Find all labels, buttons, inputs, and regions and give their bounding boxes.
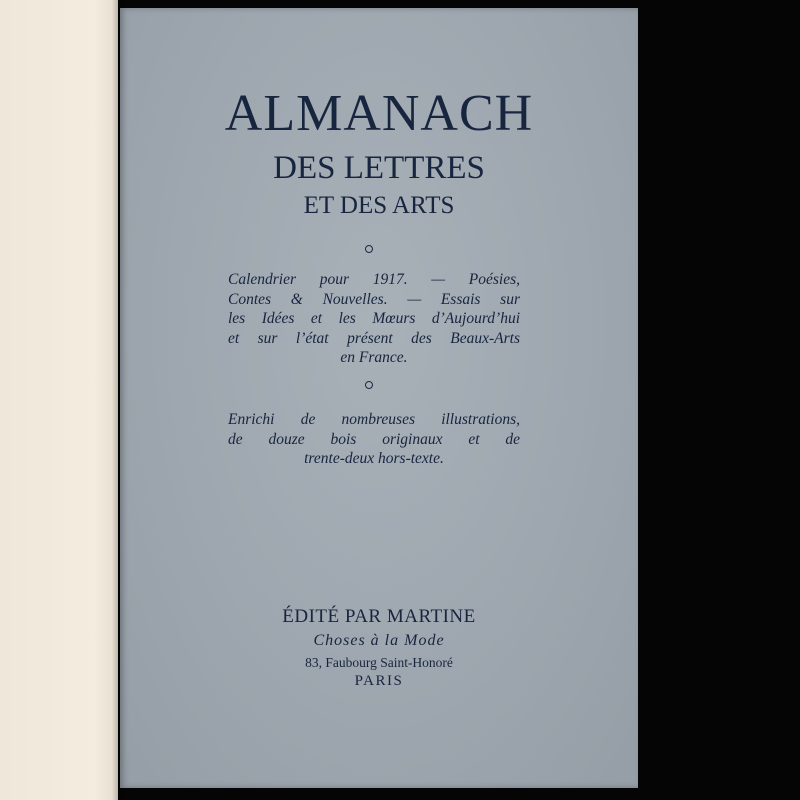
publisher-tagline: Choses à la Mode — [313, 632, 445, 649]
circle-ornament-icon — [365, 245, 373, 253]
publisher-address: 83, Faubourg Saint-Honoré — [305, 655, 453, 670]
subtitle-line-1: DES LETTRES — [273, 150, 485, 186]
description-line: et sur l’état présent des Beaux-Arts — [228, 329, 520, 347]
description-line: de douze bois originaux et de — [228, 430, 520, 448]
description-line: en France. — [340, 349, 408, 366]
description-line: les Idées et les Mœurs d’Aujourd’hui — [228, 310, 520, 327]
publisher-city: PARIS — [354, 673, 404, 689]
description-line: Enrichi de nombreuses illustrations, — [228, 411, 520, 428]
title-page — [120, 8, 638, 788]
book-title: ALMANACH — [224, 85, 534, 142]
description-line: Calendrier pour 1917. — Poésies, — [228, 271, 520, 288]
description-line: Contes & Nouvelles. — Essais sur — [228, 290, 520, 308]
facing-page — [0, 0, 118, 800]
illustrations-description — [228, 410, 520, 469]
publisher-line: ÉDITÉ PAR MARTINE — [282, 606, 476, 627]
description-line: trente-deux hors-texte. — [304, 450, 444, 467]
subtitle-line-2: ET DES ARTS — [303, 192, 455, 219]
circle-ornament-icon — [365, 381, 373, 389]
contents-description — [228, 270, 520, 368]
